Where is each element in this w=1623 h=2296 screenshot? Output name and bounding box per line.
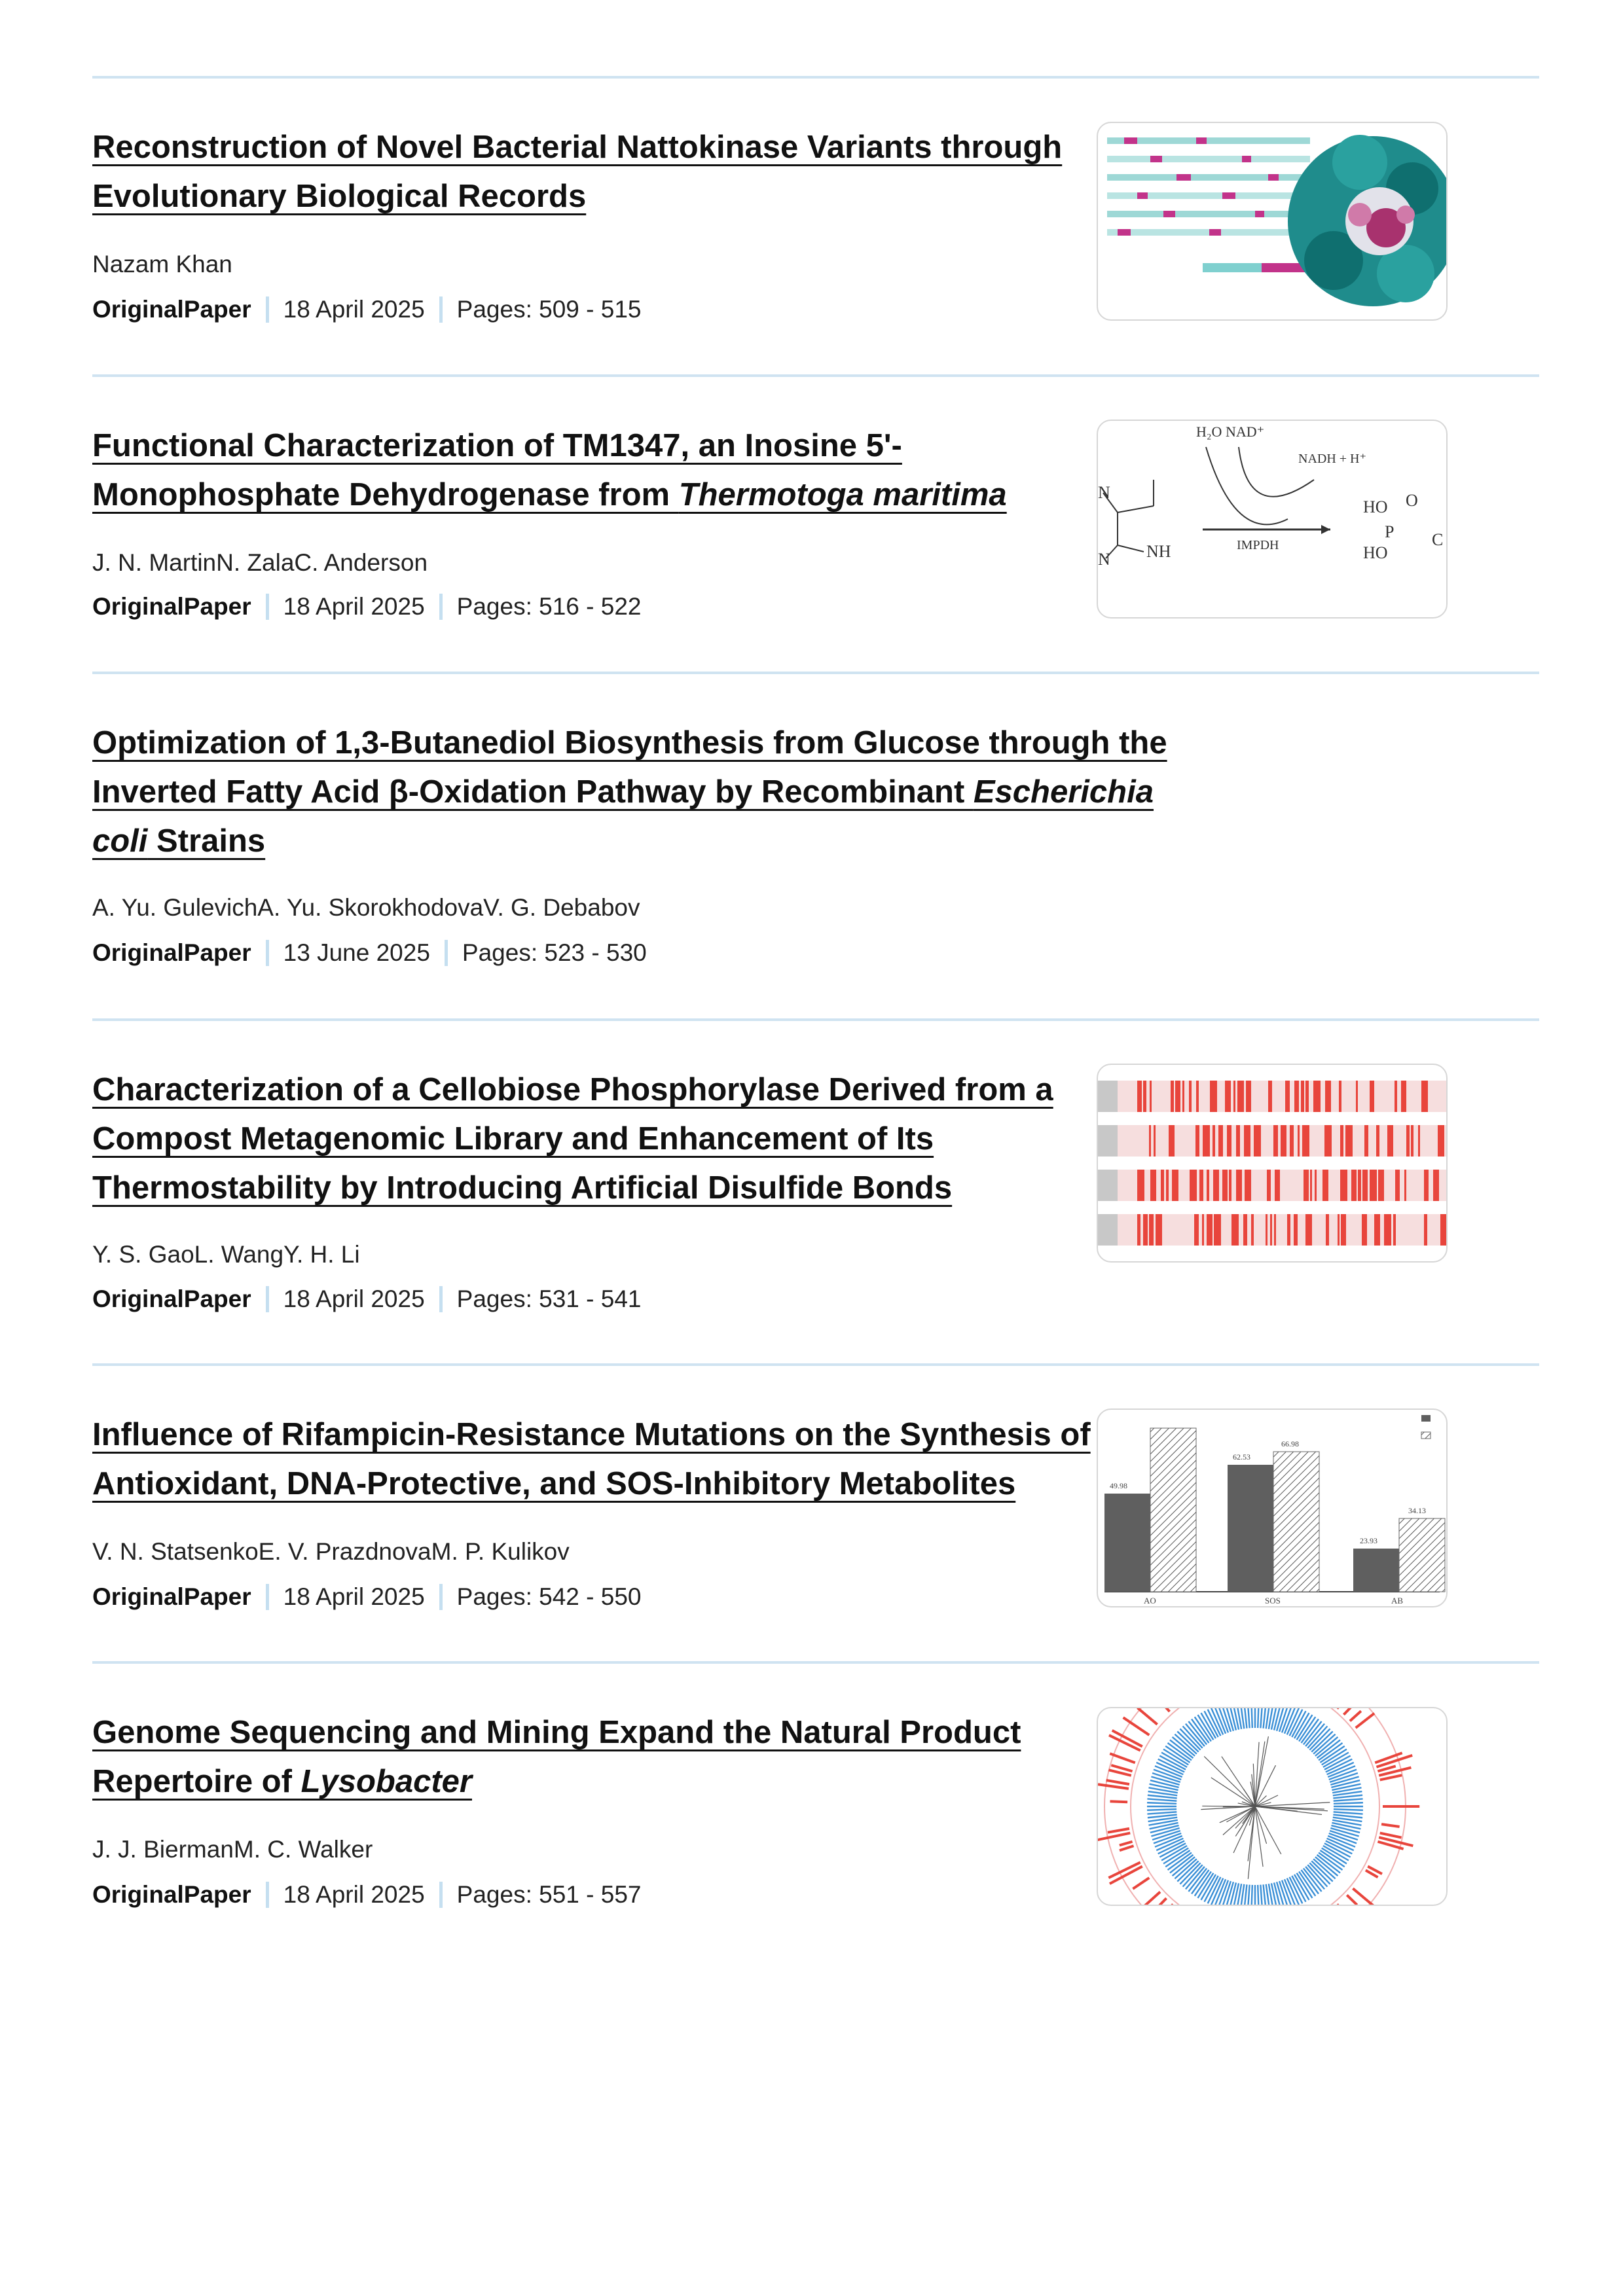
legend-swatch: [1421, 1432, 1431, 1439]
heatmap-cell: [1358, 1170, 1361, 1201]
heatmap-cell: [1274, 1214, 1276, 1246]
content-type: OriginalPaper: [92, 1583, 251, 1610]
heatmap-row: [1098, 1170, 1446, 1201]
heatmap-cell: [1195, 1125, 1199, 1157]
meta-separator: [266, 1286, 269, 1312]
publish-date: 18 April 2025: [283, 1285, 425, 1312]
heatmap-cell: [1294, 1214, 1298, 1246]
heatmap-cell: [1310, 1170, 1312, 1201]
article-authors: J. J. BiermanM. C. Walker: [92, 1836, 373, 1863]
article-thumbnail[interactable]: [1097, 122, 1448, 321]
tree-leaf-bar: [1334, 1809, 1363, 1810]
heatmap-cell: [1182, 1081, 1184, 1112]
tree-leaf-bar: [1251, 1885, 1252, 1905]
title-line[interactable]: Characterization of a Cellobiose Phosphorylase Derived from a: [92, 1072, 1053, 1107]
content-type: OriginalPaper: [92, 1285, 251, 1312]
heatmap-cell: [1393, 1214, 1396, 1246]
publish-date: 18 April 2025: [283, 1583, 425, 1610]
article-authors: Nazam Khan: [92, 251, 232, 278]
heatmap-cell: [1305, 1214, 1312, 1246]
tree-branch: [1255, 1806, 1281, 1854]
page-range: Pages: 523 - 530: [462, 939, 647, 966]
heatmap-cell: [1218, 1125, 1223, 1157]
bar-chart-figure: [1098, 1410, 1446, 1606]
heatmap-cell: [1222, 1170, 1228, 1201]
tree-leaf-bar: [1334, 1803, 1363, 1804]
heatmap-cell: [1298, 1125, 1300, 1157]
tree-branch: [1223, 1806, 1255, 1807]
publish-date: 13 June 2025: [283, 939, 430, 966]
heatmap-cell: [1281, 1125, 1286, 1157]
heatmap-cell: [1395, 1081, 1397, 1112]
atom-label: P: [1385, 522, 1395, 541]
tree-annotation-bar: [1356, 1713, 1374, 1728]
atom-label: HO: [1363, 543, 1388, 562]
tree-annotation-bar: [1380, 1833, 1402, 1838]
heatmap-cell: [1245, 1170, 1251, 1201]
heatmap-cell: [1433, 1170, 1439, 1201]
title-line[interactable]: coli Strains: [92, 823, 266, 859]
tree-annotation-bar: [1133, 1878, 1149, 1889]
bar-value-label: 34.13: [1408, 1506, 1426, 1515]
title-line[interactable]: Genome Sequencing and Mining Expand the Natural Product: [92, 1715, 1021, 1750]
heatmap-cell: [1341, 1214, 1346, 1246]
article-title-link[interactable]: [92, 123, 1192, 221]
heatmap-cell: [1143, 1214, 1148, 1246]
tree-leaf-bar: [1251, 1708, 1252, 1728]
divider: [92, 374, 1539, 377]
page-range: Pages: 531 - 541: [456, 1285, 642, 1312]
heatmap-cell: [1225, 1081, 1231, 1112]
heatmap-cell: [1273, 1125, 1278, 1157]
publish-date: 18 April 2025: [283, 296, 425, 323]
enzyme-label: IMPDH: [1237, 538, 1279, 552]
category-label: AO: [1144, 1596, 1156, 1605]
heatmap-cell: [1243, 1214, 1247, 1246]
heatmap-cell: [1251, 1214, 1254, 1246]
heatmap-cell: [1370, 1081, 1374, 1112]
heatmap-label-cell: [1098, 1170, 1118, 1201]
article-thumbnail[interactable]: [1097, 420, 1448, 619]
heatmap-cell: [1326, 1214, 1329, 1246]
tree-leaf-bar: [1147, 1803, 1176, 1804]
heatmap-cell: [1227, 1125, 1231, 1157]
bar: [1399, 1518, 1445, 1592]
heatmap-cell: [1362, 1170, 1368, 1201]
heatmap-cell: [1345, 1125, 1353, 1157]
atom-label: HO: [1363, 497, 1388, 516]
heatmap-cell: [1154, 1125, 1156, 1157]
tree-annotation-bar: [1381, 1824, 1400, 1827]
heatmap-cell: [1214, 1214, 1221, 1246]
heatmap-cell: [1406, 1125, 1410, 1157]
page-range: Pages: 551 - 557: [456, 1881, 642, 1908]
heatmap-cell: [1313, 1081, 1321, 1112]
article-thumbnail[interactable]: [1097, 1707, 1448, 1906]
bar: [1150, 1428, 1196, 1592]
title-line[interactable]: Reconstruction of Novel Bacterial Nattokinase Variants through: [92, 130, 1063, 165]
meta-separator: [266, 1882, 269, 1908]
heatmap-cell: [1137, 1170, 1144, 1201]
meta-separator: [266, 940, 269, 966]
heatmap-cell: [1213, 1125, 1215, 1157]
heatmap-cell: [1376, 1125, 1379, 1157]
heatmap-cell: [1285, 1081, 1290, 1112]
reaction-reagents: H₂O NAD⁺: [1196, 423, 1265, 440]
atom-label: N: [1098, 483, 1110, 502]
tree-leaf-bar: [1260, 1708, 1262, 1728]
heatmap-cell: [1210, 1081, 1217, 1112]
heatmap-cell: [1137, 1081, 1142, 1112]
content-type: OriginalPaper: [92, 593, 251, 620]
heatmap-cell: [1229, 1170, 1231, 1201]
meta-separator: [266, 1584, 269, 1610]
article-title-link[interactable]: [92, 1066, 1192, 1213]
heatmap-cell: [1190, 1170, 1197, 1201]
tree-annotation-bar: [1380, 1775, 1402, 1780]
tree-leaf-bar: [1247, 1885, 1249, 1905]
heatmap-cell: [1401, 1081, 1406, 1112]
tree-annotation-bar: [1137, 1708, 1157, 1725]
tree-leaf-bar: [1247, 1708, 1249, 1728]
tree-leaf-bar: [1258, 1885, 1259, 1905]
heatmap-cell: [1149, 1214, 1154, 1246]
tree-leaf-bar: [1334, 1812, 1363, 1814]
meta-separator: [266, 296, 269, 323]
tree-leaf-bar: [1258, 1708, 1259, 1728]
heatmap-cell: [1166, 1170, 1169, 1201]
tree-annotation-bar: [1337, 1708, 1356, 1709]
meta-separator: [439, 1882, 443, 1908]
tree-leaf-bar: [1260, 1885, 1262, 1905]
heatmap-cell: [1266, 1214, 1267, 1246]
tree-branch: [1255, 1806, 1263, 1867]
heatmap-cell: [1290, 1125, 1294, 1157]
heatmap-cell: [1324, 1125, 1332, 1157]
heatmap-cell: [1143, 1081, 1146, 1112]
heatmap-cell: [1374, 1214, 1380, 1246]
atom-label: N: [1098, 550, 1110, 569]
heatmap-label-cell: [1098, 1125, 1118, 1157]
phylogenetic-tree-figure: [1098, 1708, 1446, 1905]
atom-label: C: [1432, 530, 1444, 549]
tree-annotation-bar: [1156, 1898, 1166, 1905]
divider: [92, 1661, 1539, 1664]
tree-annotation-bar: [1120, 1846, 1134, 1850]
article-meta: [92, 1881, 641, 1909]
protein-structure-figure: [1098, 123, 1446, 319]
heatmap-cell: [1202, 1214, 1204, 1246]
page-range: Pages: 516 - 522: [456, 593, 642, 620]
page-range: Pages: 542 - 550: [456, 1583, 642, 1610]
heatmap-cell: [1246, 1081, 1251, 1112]
heatmap-cell: [1231, 1214, 1239, 1246]
reaction-scheme-figure: [1098, 421, 1446, 617]
heatmap-cell: [1156, 1214, 1162, 1246]
tree-leaf-bar: [1147, 1799, 1176, 1801]
heatmap-cell: [1378, 1170, 1384, 1201]
heatmap-cell: [1315, 1170, 1317, 1201]
heatmap-cell: [1213, 1170, 1219, 1201]
heatmap-cell: [1339, 1081, 1341, 1112]
tree-branch: [1211, 1778, 1255, 1806]
heatmap-cell: [1268, 1081, 1272, 1112]
tree-branch: [1255, 1803, 1330, 1806]
heatmap-cell: [1175, 1081, 1180, 1112]
heatmap-cell: [1287, 1214, 1290, 1246]
heatmap-cell: [1244, 1125, 1250, 1157]
article-title-link[interactable]: [92, 1410, 1192, 1509]
heatmap-cell: [1418, 1125, 1420, 1157]
legend-swatch: [1421, 1415, 1431, 1422]
article-meta: [92, 593, 641, 620]
title-line[interactable]: Functional Characterization of TM1347, an Inosine 5'-: [92, 428, 902, 463]
divider: [92, 1363, 1539, 1366]
divider: [92, 76, 1539, 79]
heatmap-cell: [1236, 1125, 1240, 1157]
heatmap-cell: [1304, 1170, 1309, 1201]
bar: [1228, 1465, 1273, 1592]
heatmap-cell: [1237, 1081, 1244, 1112]
publish-date: 18 April 2025: [283, 1881, 425, 1908]
heatmap-cell: [1207, 1214, 1213, 1246]
heatmap-cell: [1270, 1214, 1272, 1246]
heatmap-label-cell: [1098, 1214, 1118, 1246]
heatmap-cell: [1340, 1170, 1347, 1201]
bar-value-label: 66.98: [1281, 1439, 1299, 1448]
tree-annotation-bar: [1098, 1784, 1129, 1789]
heatmap-cell: [1395, 1170, 1400, 1201]
heatmap-cell: [1150, 1170, 1156, 1201]
title-line[interactable]: Influence of Rifampicin-Resistance Mutations on the Synthesis of: [92, 1417, 1091, 1452]
atom-label: O: [1406, 491, 1418, 510]
heatmap-cell: [1171, 1081, 1174, 1112]
article-thumbnail[interactable]: [1097, 1408, 1448, 1607]
heatmap-cell: [1362, 1214, 1367, 1246]
heatmap-cell: [1364, 1125, 1368, 1157]
bar-value-label: 49.98: [1110, 1481, 1127, 1490]
tree-leaf-bar: [1147, 1809, 1176, 1810]
article-authors: A. Yu. GulevichA. Yu. SkorokhodovaV. G. Debabov: [92, 894, 640, 921]
title-line[interactable]: Antioxidant, DNA-Protective, and SOS-Inhibitory Metabolites: [92, 1466, 1016, 1501]
heatmap-cell: [1424, 1170, 1429, 1201]
article-meta: [92, 1285, 641, 1313]
heatmap-cell: [1338, 1214, 1340, 1246]
heatmap-cell: [1424, 1214, 1427, 1246]
tree-annotation-bar: [1158, 1708, 1170, 1712]
article-title-link[interactable]: [92, 719, 1231, 866]
heatmap-cell: [1169, 1125, 1175, 1157]
meta-separator: [266, 594, 269, 620]
bar: [1273, 1452, 1319, 1592]
article-meta: [92, 1583, 641, 1611]
title-line[interactable]: Thermostability by Introducing Artificial Disulfide Bonds: [92, 1170, 953, 1206]
meta-separator: [439, 594, 443, 620]
bar: [1104, 1494, 1150, 1592]
tree-annotation-bar: [1120, 1842, 1133, 1846]
meta-separator: [445, 940, 448, 966]
heatmap-cell: [1356, 1081, 1358, 1112]
bar-value-label: 62.53: [1233, 1452, 1250, 1462]
divider: [92, 672, 1539, 674]
heatmap-cell: [1404, 1170, 1406, 1201]
heatmap-cell: [1325, 1081, 1331, 1112]
heatmap-cell: [1305, 1081, 1309, 1112]
heatmap-cell: [1172, 1170, 1178, 1201]
divider: [92, 1018, 1539, 1021]
tree-leaf-bar: [1334, 1799, 1363, 1801]
title-line[interactable]: Optimization of 1,3-Butanediol Biosynthesis from Glucose through the: [92, 725, 1167, 761]
sequence-alignment-figure: [1098, 1065, 1446, 1261]
title-line[interactable]: Repertoire of Lysobacter: [92, 1764, 472, 1799]
heatmap-cell: [1351, 1170, 1357, 1201]
article-authors: Y. S. GaoL. WangY. H. Li: [92, 1241, 360, 1268]
tree-annotation-bar: [1347, 1895, 1357, 1905]
title-line[interactable]: Evolutionary Biological Records: [92, 179, 587, 214]
reaction-products: NADH + H⁺: [1298, 452, 1367, 466]
article-thumbnail[interactable]: [1097, 1064, 1448, 1263]
meta-separator: [439, 296, 443, 323]
tree-annotation-bar: [1110, 1801, 1127, 1802]
heatmap-cell: [1149, 1125, 1151, 1157]
meta-separator: [439, 1286, 443, 1312]
article-authors: J. N. MartinN. ZalaC. Anderson: [92, 549, 428, 576]
page-range: Pages: 509 - 515: [456, 296, 642, 323]
heatmap-cell: [1370, 1170, 1377, 1201]
content-type: OriginalPaper: [92, 296, 251, 323]
heatmap-cell: [1137, 1214, 1140, 1246]
meta-separator: [439, 1584, 443, 1610]
title-line[interactable]: Inverted Fatty Acid β-Oxidation Pathway by Recombinant Escherichia: [92, 774, 1154, 810]
title-line[interactable]: Compost Metagenomic Library and Enhancement of Its: [92, 1121, 934, 1157]
heatmap-cell: [1275, 1170, 1280, 1201]
tree-annotation-bar: [1350, 1711, 1361, 1721]
heatmap-cell: [1438, 1125, 1444, 1157]
heatmap-cell: [1302, 1125, 1309, 1157]
article-meta: [92, 939, 647, 967]
heatmap-label-cell: [1098, 1081, 1118, 1112]
bar-value-label: 23.93: [1360, 1536, 1377, 1545]
tree-leaf-bar: [1147, 1812, 1176, 1814]
article-meta: [92, 296, 641, 323]
tree-annotation-bar: [1140, 1892, 1160, 1905]
tree-branch: [1204, 1757, 1255, 1806]
content-type: OriginalPaper: [92, 1881, 251, 1908]
heatmap-cell: [1340, 1125, 1343, 1157]
heatmap-cell: [1387, 1125, 1393, 1157]
tree-annotation-bar: [1108, 1829, 1129, 1833]
content-type: OriginalPaper: [92, 939, 251, 966]
atom-label: NH: [1146, 542, 1171, 561]
heatmap-cell: [1194, 1214, 1199, 1246]
heatmap-cell: [1189, 1081, 1192, 1112]
heatmap-cell: [1196, 1081, 1199, 1112]
tree-annotation-bar: [1110, 1753, 1135, 1763]
heatmap-cell: [1440, 1214, 1446, 1246]
heatmap-cell: [1267, 1170, 1271, 1201]
tree-annotation-bar: [1098, 1833, 1130, 1841]
heatmap-cell: [1233, 1081, 1235, 1112]
heatmap-cell: [1203, 1125, 1210, 1157]
category-label: AB: [1391, 1596, 1404, 1605]
article-title-link[interactable]: [92, 1708, 1192, 1806]
heatmap-cell: [1207, 1170, 1209, 1201]
tree-annotation-bar: [1353, 1888, 1377, 1905]
tree-annotation-bar: [1106, 1780, 1129, 1784]
article-title-link[interactable]: [92, 422, 1192, 520]
protein-surface: [1288, 135, 1446, 306]
heatmap-cell: [1161, 1170, 1164, 1201]
heatmap-cell: [1294, 1081, 1299, 1112]
heatmap-cell: [1236, 1170, 1242, 1201]
heatmap-cell: [1421, 1081, 1428, 1112]
publish-date: 18 April 2025: [283, 593, 425, 620]
heatmap-cell: [1384, 1214, 1391, 1246]
heatmap-cell: [1301, 1081, 1304, 1112]
heatmap-cell: [1199, 1170, 1203, 1201]
alignment-rows: [1107, 137, 1310, 272]
heatmap-cell: [1150, 1081, 1152, 1112]
bar: [1353, 1549, 1399, 1592]
tree-annotation-bar: [1337, 1904, 1347, 1905]
heatmap-cell: [1254, 1125, 1261, 1157]
title-line[interactable]: Monophosphate Dehydrogenase from Thermotoga maritima: [92, 477, 1007, 512]
tree-annotation-bar: [1155, 1904, 1173, 1905]
heatmap-cell: [1411, 1125, 1413, 1157]
tree-branch: [1255, 1795, 1278, 1806]
article-authors: V. N. StatsenkoE. V. PrazdnovaM. P. Kulikov: [92, 1538, 570, 1565]
category-label: SOS: [1265, 1596, 1281, 1605]
heatmap-cell: [1322, 1170, 1328, 1201]
